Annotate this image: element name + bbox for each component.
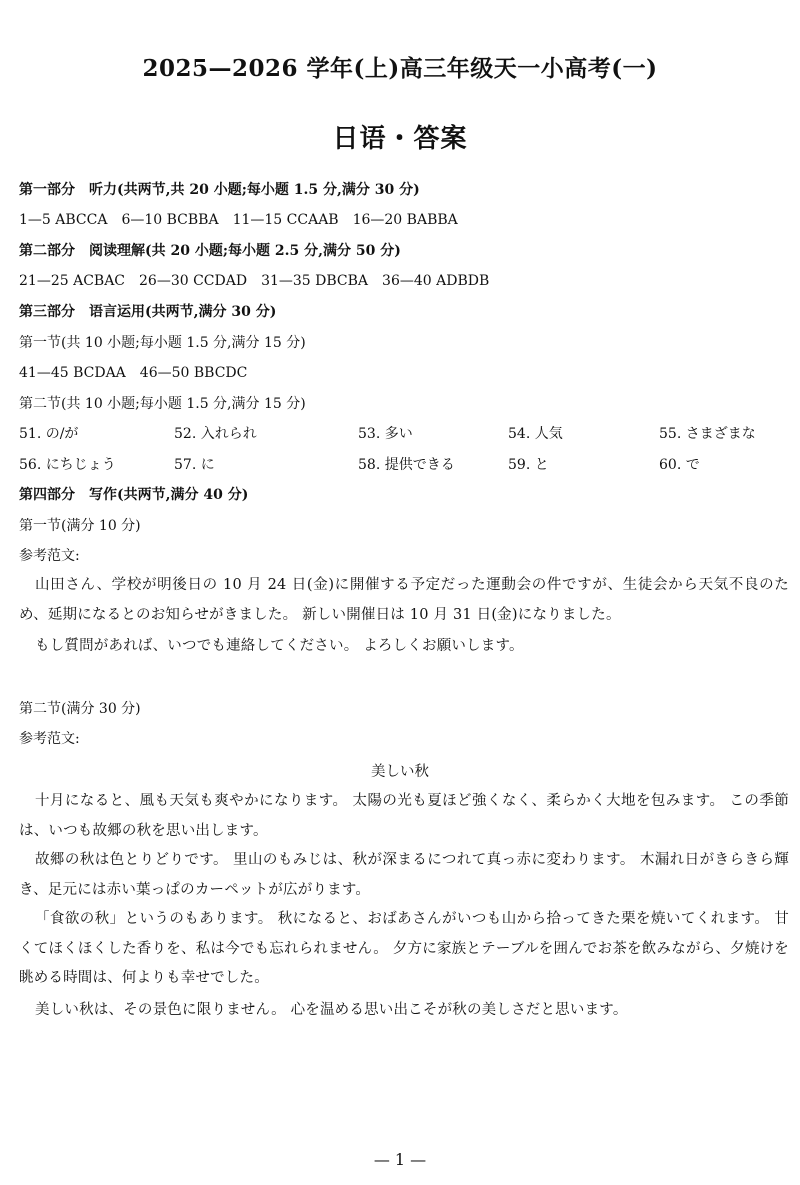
part1-heading: 第一部分 听力(共两节,共 20 小题;每小题 1.5 分,满分 30 分) xyxy=(19,182,420,198)
answer-cell: 53. 多い xyxy=(358,426,413,442)
answer-cell: 52. 入れられ xyxy=(174,426,257,442)
section1-paragraph: もし質問があれば、いつでも連絡してください。 よろしくお願いします。 xyxy=(35,638,524,654)
part4-heading: 第四部分 写作(共两节,满分 40 分) xyxy=(19,487,249,503)
part3-section1-heading: 第一节(共 10 小题;每小题 1.5 分,满分 15 分) xyxy=(19,335,306,351)
part1-answers: 1—5 ABCCA 6—10 BCBBA 11—15 CCAAB 16—20 BABBA xyxy=(19,212,458,228)
part4-section1-ref-label: 参考范文: xyxy=(19,548,80,564)
answer-cell: 59. と xyxy=(508,457,549,473)
page-title: 2025—2026 学年(上)高三年级天一小高考(一) xyxy=(142,55,658,82)
answer-cell: 51. の/が xyxy=(19,426,79,442)
part3-section1-answers: 41—45 BCDAA 46—50 BBCDC xyxy=(19,365,248,381)
answer-cell: 55. さまざまな xyxy=(659,426,756,442)
part2-heading: 第二部分 阅读理解(共 20 小题;每小题 2.5 分,满分 50 分) xyxy=(19,243,401,259)
answer-cell: 60. で xyxy=(659,457,700,473)
essay-paragraph: 「食欲の秋」というのもあります。 秋になると、おばあさんがいつも山から拾ってきた栗を焼いてくれます。 甘くてほくほくした香りを、私は今でも忘れられません。 夕方に家族とテーブルを囲んでお茶を飲みながら、夕焼けを眺める時間は、何よりも幸せでした。 xyxy=(19,911,789,986)
page-number: — 1 — xyxy=(373,1150,427,1169)
answer-cell: 56. にちじょう xyxy=(19,457,116,473)
part2-answers: 21—25 ACBAC 26—30 CCDAD 31—35 DBCBA 36—40 ADBDB xyxy=(19,273,490,289)
answer-cell: 57. に xyxy=(174,457,215,473)
answer-row xyxy=(19,424,789,444)
page-subtitle: 日语・答案 xyxy=(332,124,468,154)
part4-section2-heading: 第二节(满分 30 分) xyxy=(19,701,141,717)
answer-row xyxy=(19,455,789,475)
part4-section2-ref-label: 参考范文: xyxy=(19,731,80,747)
answer-cell: 58. 提供できる xyxy=(358,457,455,473)
section1-paragraph: 山田さん、学校が明後日の 10 月 24 日(金)に開催する予定だった運動会の件ですが、生徒会から天気不良のため、延期になるとのお知らせがきました。 新しい開催日は 10 月 31 日(金)になりました。 xyxy=(19,577,789,623)
part3-section2-heading: 第二节(共 10 小题;每小题 1.5 分,满分 15 分) xyxy=(19,396,306,412)
essay-paragraph: 故郷の秋は色とりどりです。 里山のもみじは、秋が深まるにつれて真っ赤に変わります。 木漏れ日がきらきら輝き、足元には赤い葉っぱのカーペットが広がります。 xyxy=(19,852,789,898)
essay-title: 美しい秋 xyxy=(371,764,429,780)
part3-heading: 第三部分 语言运用(共两节,满分 30 分) xyxy=(19,304,277,320)
essay-paragraph: 十月になると、風も天気も爽やかになります。 太陽の光も夏ほど強くなく、柔らかく大地を包みます。 この季節は、いつも故郷の秋を思い出します。 xyxy=(19,793,789,839)
essay-paragraph: 美しい秋は、その景色に限りません。 心を温める思い出こそが秋の美しさだと思います。 xyxy=(35,1002,628,1018)
answer-cell: 54. 人気 xyxy=(508,426,563,442)
part4-section1-heading: 第一节(满分 10 分) xyxy=(19,518,141,534)
